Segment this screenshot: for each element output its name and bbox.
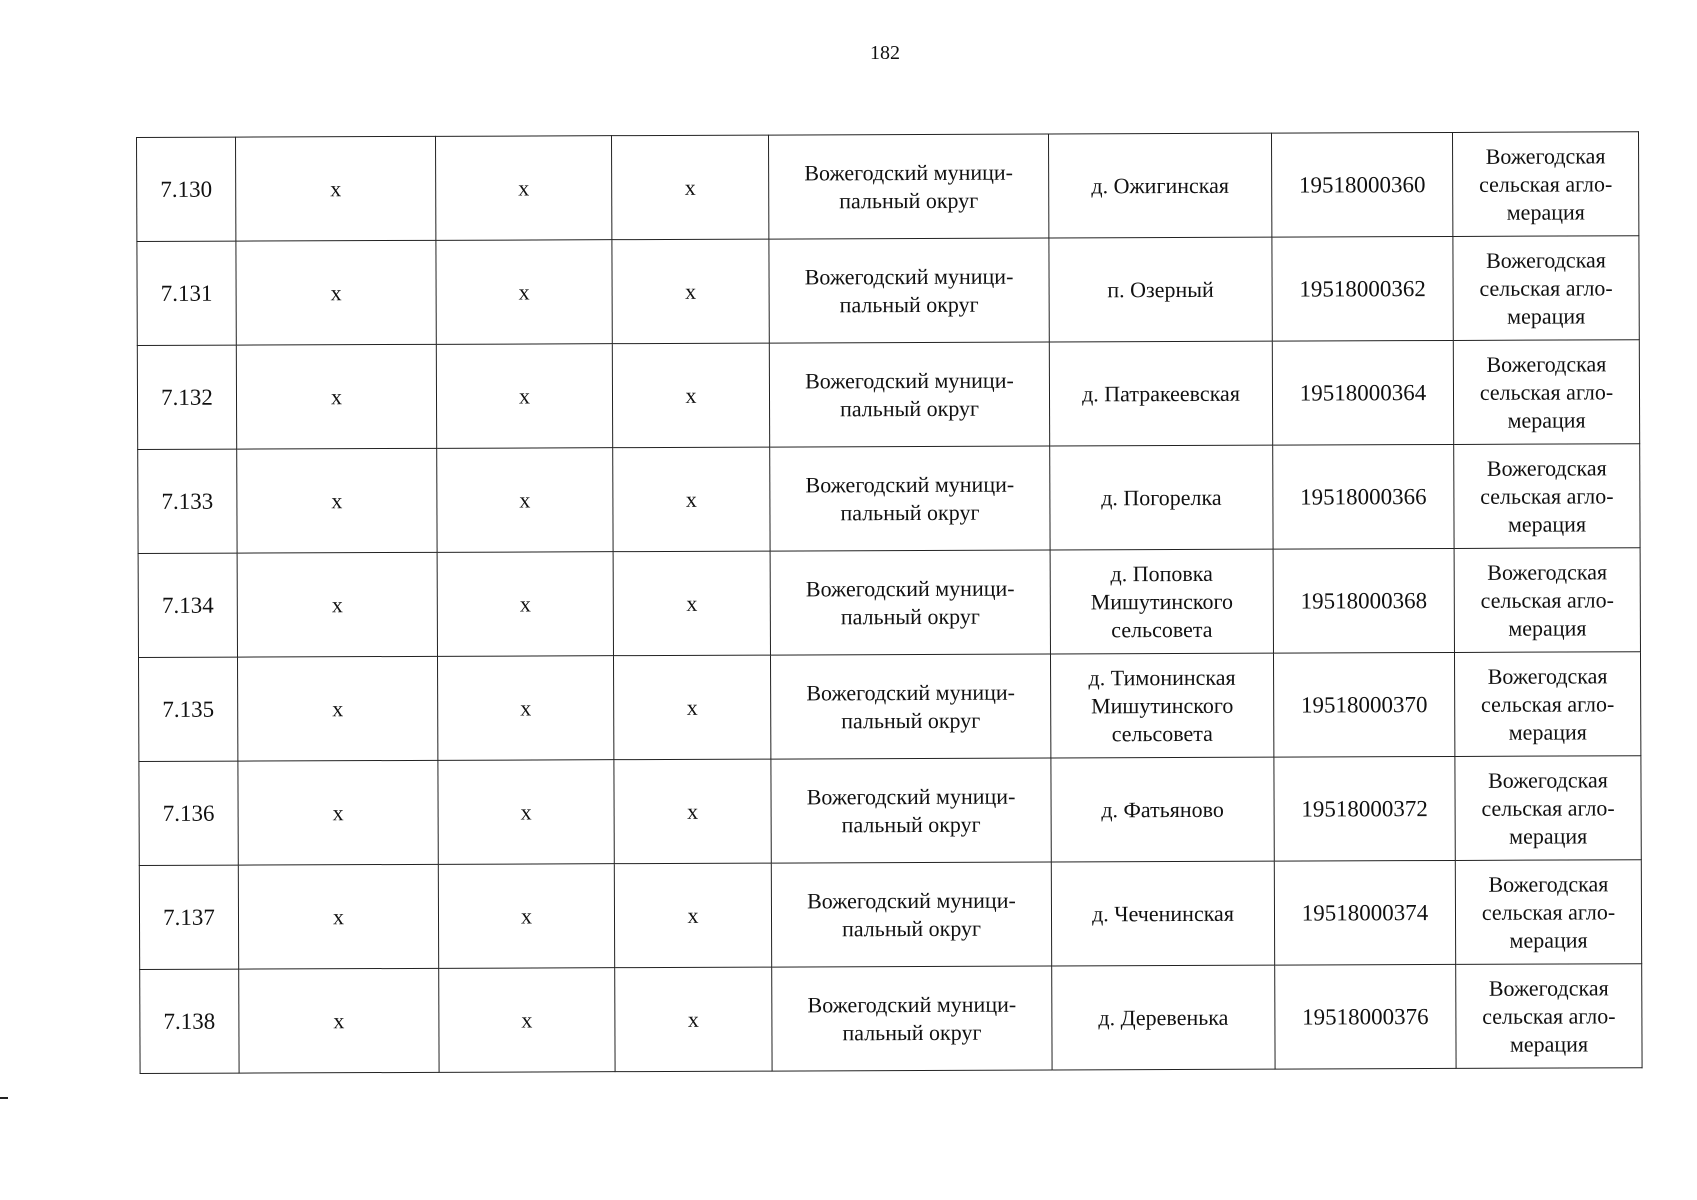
cell-mark: х: [436, 344, 612, 449]
cell-mark: х: [236, 344, 436, 449]
cell-agglomeration: Вожегодская сельская агло-мерация: [1455, 860, 1641, 965]
table-row: [138, 548, 1640, 658]
cell-mark: х: [237, 552, 437, 657]
cell-mark: х: [612, 239, 769, 344]
row-number: 7.134: [138, 553, 237, 657]
cell-mark: х: [611, 135, 768, 240]
cell-district: Вожегодский муници-пальный округ: [768, 134, 1048, 239]
row-number: 7.132: [137, 345, 236, 449]
cell-mark: х: [238, 760, 438, 865]
cell-mark: х: [238, 864, 438, 969]
cell-locality: д. Поповка Мишутинского сельсовета: [1050, 549, 1273, 654]
cell-locality: д. Чеченинская: [1051, 861, 1274, 966]
cell-code: 19518000366: [1273, 444, 1454, 549]
cell-locality: п. Озерный: [1049, 237, 1272, 342]
cell-locality: д. Погорелка: [1050, 445, 1273, 550]
margin-tick-mark: [0, 1097, 8, 1099]
cell-agglomeration: Вожегодская сельская агло-мерация: [1454, 444, 1640, 549]
row-number: 7.138: [140, 969, 239, 1073]
table-row: [137, 132, 1639, 242]
cell-agglomeration: Вожегодская сельская агло-мерация: [1453, 236, 1639, 341]
table-row: [140, 964, 1642, 1074]
cell-mark: х: [236, 136, 436, 241]
table-row: [137, 340, 1639, 450]
cell-locality: д. Тимонинская Мишутинского сельсовета: [1050, 653, 1273, 758]
cell-mark: х: [438, 760, 614, 865]
cell-mark: х: [436, 240, 612, 345]
cell-district: Вожегодский муници-пальный округ: [770, 654, 1050, 759]
cell-mark: х: [615, 967, 772, 1072]
cell-code: 19518000360: [1271, 132, 1452, 237]
page-number: 182: [870, 42, 900, 64]
cell-code: 19518000374: [1274, 860, 1455, 965]
cell-mark: х: [437, 656, 613, 761]
cell-mark: х: [613, 655, 770, 760]
cell-district: Вожегодский муници-пальный округ: [769, 238, 1049, 343]
cell-district: Вожегодский муници-пальный округ: [771, 758, 1051, 863]
cell-mark: х: [614, 759, 771, 864]
cell-agglomeration: Вожегодская сельская агло-мерация: [1454, 652, 1640, 757]
cell-code: 19518000368: [1273, 548, 1454, 653]
cell-mark: х: [439, 968, 615, 1073]
cell-locality: д. Ожигинская: [1048, 133, 1271, 238]
cell-mark: х: [236, 240, 436, 345]
cell-district: Вожегодский муници-пальный округ: [770, 550, 1050, 655]
cell-agglomeration: Вожегодская сельская агло-мерация: [1455, 756, 1641, 861]
cell-mark: х: [612, 343, 769, 448]
cell-agglomeration: Вожегодская сельская агло-мерация: [1452, 132, 1638, 237]
table-row: [138, 444, 1640, 554]
cell-code: 19518000362: [1272, 236, 1453, 341]
table-row: [139, 756, 1641, 866]
cell-code: 19518000370: [1273, 652, 1454, 757]
cell-agglomeration: Вожегодская сельская агло-мерация: [1453, 340, 1639, 445]
cell-mark: х: [437, 448, 613, 553]
table-container: [136, 131, 1643, 1074]
cell-locality: д. Деревенька: [1052, 965, 1275, 1070]
table-row: [139, 860, 1641, 970]
row-number: 7.130: [137, 137, 236, 241]
cell-mark: х: [237, 656, 437, 761]
cell-mark: х: [613, 551, 770, 656]
cell-code: 19518000364: [1272, 340, 1453, 445]
cell-code: 19518000372: [1274, 756, 1455, 861]
cell-agglomeration: Вожегодская сельская агло-мерация: [1454, 548, 1640, 653]
cell-locality: д. Фатьяново: [1051, 757, 1274, 862]
row-number: 7.135: [138, 657, 237, 761]
cell-district: Вожегодский муници-пальный округ: [771, 862, 1051, 967]
cell-mark: х: [613, 447, 770, 552]
cell-district: Вожегодский муници-пальный округ: [772, 966, 1052, 1071]
cell-mark: х: [438, 864, 614, 969]
table-row: [137, 236, 1639, 346]
row-number: 7.137: [139, 865, 238, 969]
cell-agglomeration: Вожегодская сельская агло-мерация: [1456, 964, 1642, 1069]
row-number: 7.131: [137, 241, 236, 345]
row-number: 7.136: [139, 761, 238, 865]
cell-locality: д. Патракеевская: [1049, 341, 1272, 446]
cell-mark: х: [435, 136, 611, 241]
row-number: 7.133: [138, 449, 237, 553]
settlements-table: [136, 131, 1643, 1074]
cell-mark: х: [614, 863, 771, 968]
cell-mark: х: [237, 448, 437, 553]
cell-district: Вожегодский муници-пальный округ: [769, 342, 1049, 447]
cell-mark: х: [239, 968, 439, 1073]
cell-mark: х: [437, 552, 613, 657]
table-row: [138, 652, 1640, 762]
cell-district: Вожегодский муници-пальный округ: [770, 446, 1050, 551]
cell-code: 19518000376: [1275, 964, 1456, 1069]
